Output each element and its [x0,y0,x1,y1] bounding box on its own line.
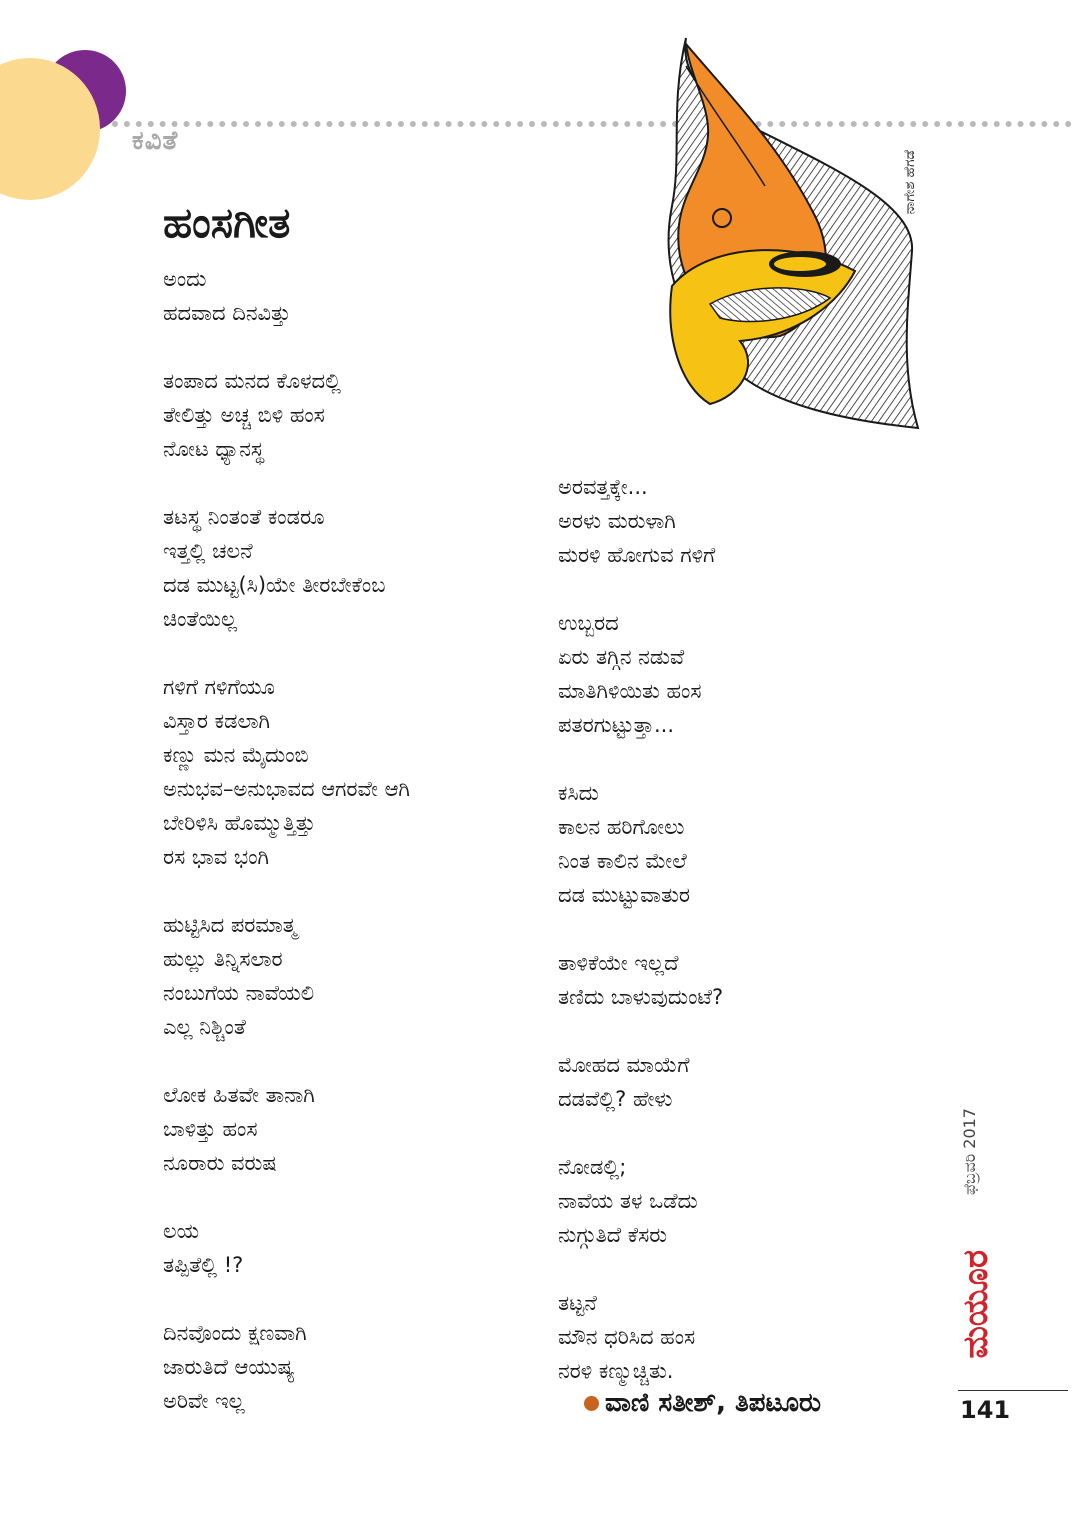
poem-line: ಮಾತಿಗಿಳಿಯಿತು ಹಂಸ [558,679,702,703]
poem-stanza [558,470,948,572]
poem-line: ಅನುಭವ–ಅನುಭಾವದ ಆಗರವೇ ಆಗಿ [163,777,410,801]
poem-stanza [558,1150,948,1252]
poem-line: ಇತ್ತಲ್ಲಿ ಚಲನೆ [163,539,253,563]
poem-line: ದಡ ಮುಟ್ಟ(ಸಿ)ಯೇ ತೀರಬೇಕೆಂಬ [163,573,386,597]
poem-line: ನೋಡಲ್ಲಿ; [558,1155,627,1179]
poem-line: ನೋಟ ಧ್ಯಾನಸ್ಥ [163,437,265,461]
poem-stanza [163,262,543,330]
poem-line: ಉಬ್ಬರದ [558,611,619,635]
poem-line: ತೇಲಿತ್ತು ಅಚ್ಚ ಬಿಳಿ ಹಂಸ [163,403,325,427]
section-label: ಕವಿತೆ [132,126,179,156]
poem-line: ಏರು ತಗ್ಗಿನ ನಡುವೆ [558,645,685,669]
poem-title: ಹಂಸಗೀತ [163,198,291,247]
poem-stanza [558,606,948,742]
poem-line: ಎಲ್ಲ ನಿಶ್ಚಿಂತೆ [163,1015,246,1039]
poem-line: ವಿಸ್ತಾರ ಕಡಲಾಗಿ [163,709,271,733]
poem-line: ನಿಂತ ಕಾಲಿನ ಮೇಲೆ [558,849,687,873]
poem-stanza [558,946,948,1014]
poem-line: ಕಣ್ಣು ಮನ ಮೈದುಂಬಿ [163,743,309,767]
poem-line: ನರಳಿ ಕಣ್ಮುಚ್ಚಿತು. [558,1359,674,1383]
poem-line: ಮೌನ ಧರಿಸಿದ ಹಂಸ [558,1325,696,1349]
poem-line: ಮೋಹದ ಮಾಯೆಗೆ [558,1053,690,1077]
bullet-icon [584,1396,599,1411]
poem-column-left [163,262,543,1452]
poem-line: ಗಳಿಗೆ ಗಳಿಗೆಯೂ [163,675,275,699]
page-number-rule [958,1390,1068,1391]
poem-line: ದಡ ಮುಟ್ಟುವಾತುರ [558,883,690,907]
poem-line: ಅರಿವೇ ಇಲ್ಲ [163,1389,245,1413]
poem-line: ಹದವಾದ ದಿನವಿತ್ತು [163,301,291,325]
poem-line: ನಾವೆಯ ತಳ ಒಡೆದು [558,1189,698,1213]
poem-line: ಕಾಲನ ಹರಿಗೋಲು [558,815,685,839]
poem-line: ಹುಲ್ಲು ತಿನ್ನಿಸಲಾರ [163,947,283,971]
magazine-name: ಮಯೂರ [956,1250,996,1359]
poem-stanza [163,1078,543,1180]
poem-stanza [558,1048,948,1116]
poem-stanza [163,364,543,466]
page-number: 141 [960,1396,1011,1424]
poem-line: ಅರಳು ಮರುಳಾಗಿ [558,509,676,533]
poem-line: ಪತರಗುಟ್ಟುತ್ತಾ... [558,713,674,737]
poem-line: ತಟಸ್ಥ ನಿಂತಂತೆ ಕಂಡರೂ [163,505,325,529]
poem-line: ತಟ್ಟನೆ [558,1291,597,1315]
artist-credit: ನಾಗೇಶ ಹೆಗಡೆ [902,150,918,215]
poem-line: ತಾಳಿಕೆಯೇ ಇಲ್ಲದೆ [558,951,679,975]
poem-stanza [163,670,543,874]
issue-date: ಫೆಬ್ರವರಿ 2017 [960,1108,979,1195]
poem-stanza [163,500,543,636]
poem-column-right [558,470,948,1422]
poem-line: ಲಯ [163,1219,200,1243]
poem-line: ಬಾಳಿತ್ತು ಹಂಸ [163,1117,258,1141]
poem-line: ಹುಟ್ಟಿಸಿದ ಪರಮಾತ್ಮ [163,913,297,937]
poem-line: ತಪ್ಪಿತೆಲ್ಲಿ !? [163,1253,244,1277]
swan-illustration [650,36,930,436]
poem-line: ನುಗ್ಗುತಿದೆ ಕೆಸರು [558,1223,668,1247]
poem-line: ತಂಪಾದ ಮನದ ಕೊಳದಲ್ಲಿ [163,369,341,393]
poem-stanza [163,1316,543,1418]
poem-line: ಅರವತ್ತಕ್ಕೇ... [558,475,648,499]
poem-stanza [163,908,543,1044]
poem-author [584,1388,821,1419]
poem-line: ಚಿಂತೆಯಿಲ್ಲ [163,607,238,631]
poem-stanza [163,1214,543,1282]
poem-line: ಬೇರಿಳಿಸಿ ಹೊಮ್ಮುತ್ತಿತ್ತು [163,811,316,835]
poem-line: ನಂಬುಗೆಯ ನಾವೆಯಲಿ [163,981,315,1005]
author-name: ವಾಣಿ ಸತೀಶ್, ತಿಪಟೂರು [605,1388,822,1418]
poem-line: ಜಾರುತಿದೆ ಆಯುಷ್ಯ [163,1355,295,1379]
poem-line: ಕಸಿದು [558,781,599,805]
poem-line: ನೂರಾರು ವರುಷ [163,1151,277,1175]
poem-line: ರಸ ಭಾವ ಭಂಗಿ [163,845,269,869]
poem-stanza [558,1286,948,1388]
poem-line: ಲೋಕ ಹಿತವೇ ತಾನಾಗಿ [163,1083,315,1107]
poem-line: ಮರಳಿ ಹೋಗುವ ಗಳಿಗೆ [558,543,716,567]
poem-line: ದಡವೆಲ್ಲಿ? ಹೇಳು [558,1087,673,1111]
poem-stanza [558,776,948,912]
poem-line: ತಣಿದು ಬಾಳುವುದುಂಟೆ? [558,985,724,1009]
poem-line: ಅಂದು [163,267,207,291]
poem-line: ದಿನವೊಂದು ಕ್ಷಣವಾಗಿ [163,1321,307,1345]
